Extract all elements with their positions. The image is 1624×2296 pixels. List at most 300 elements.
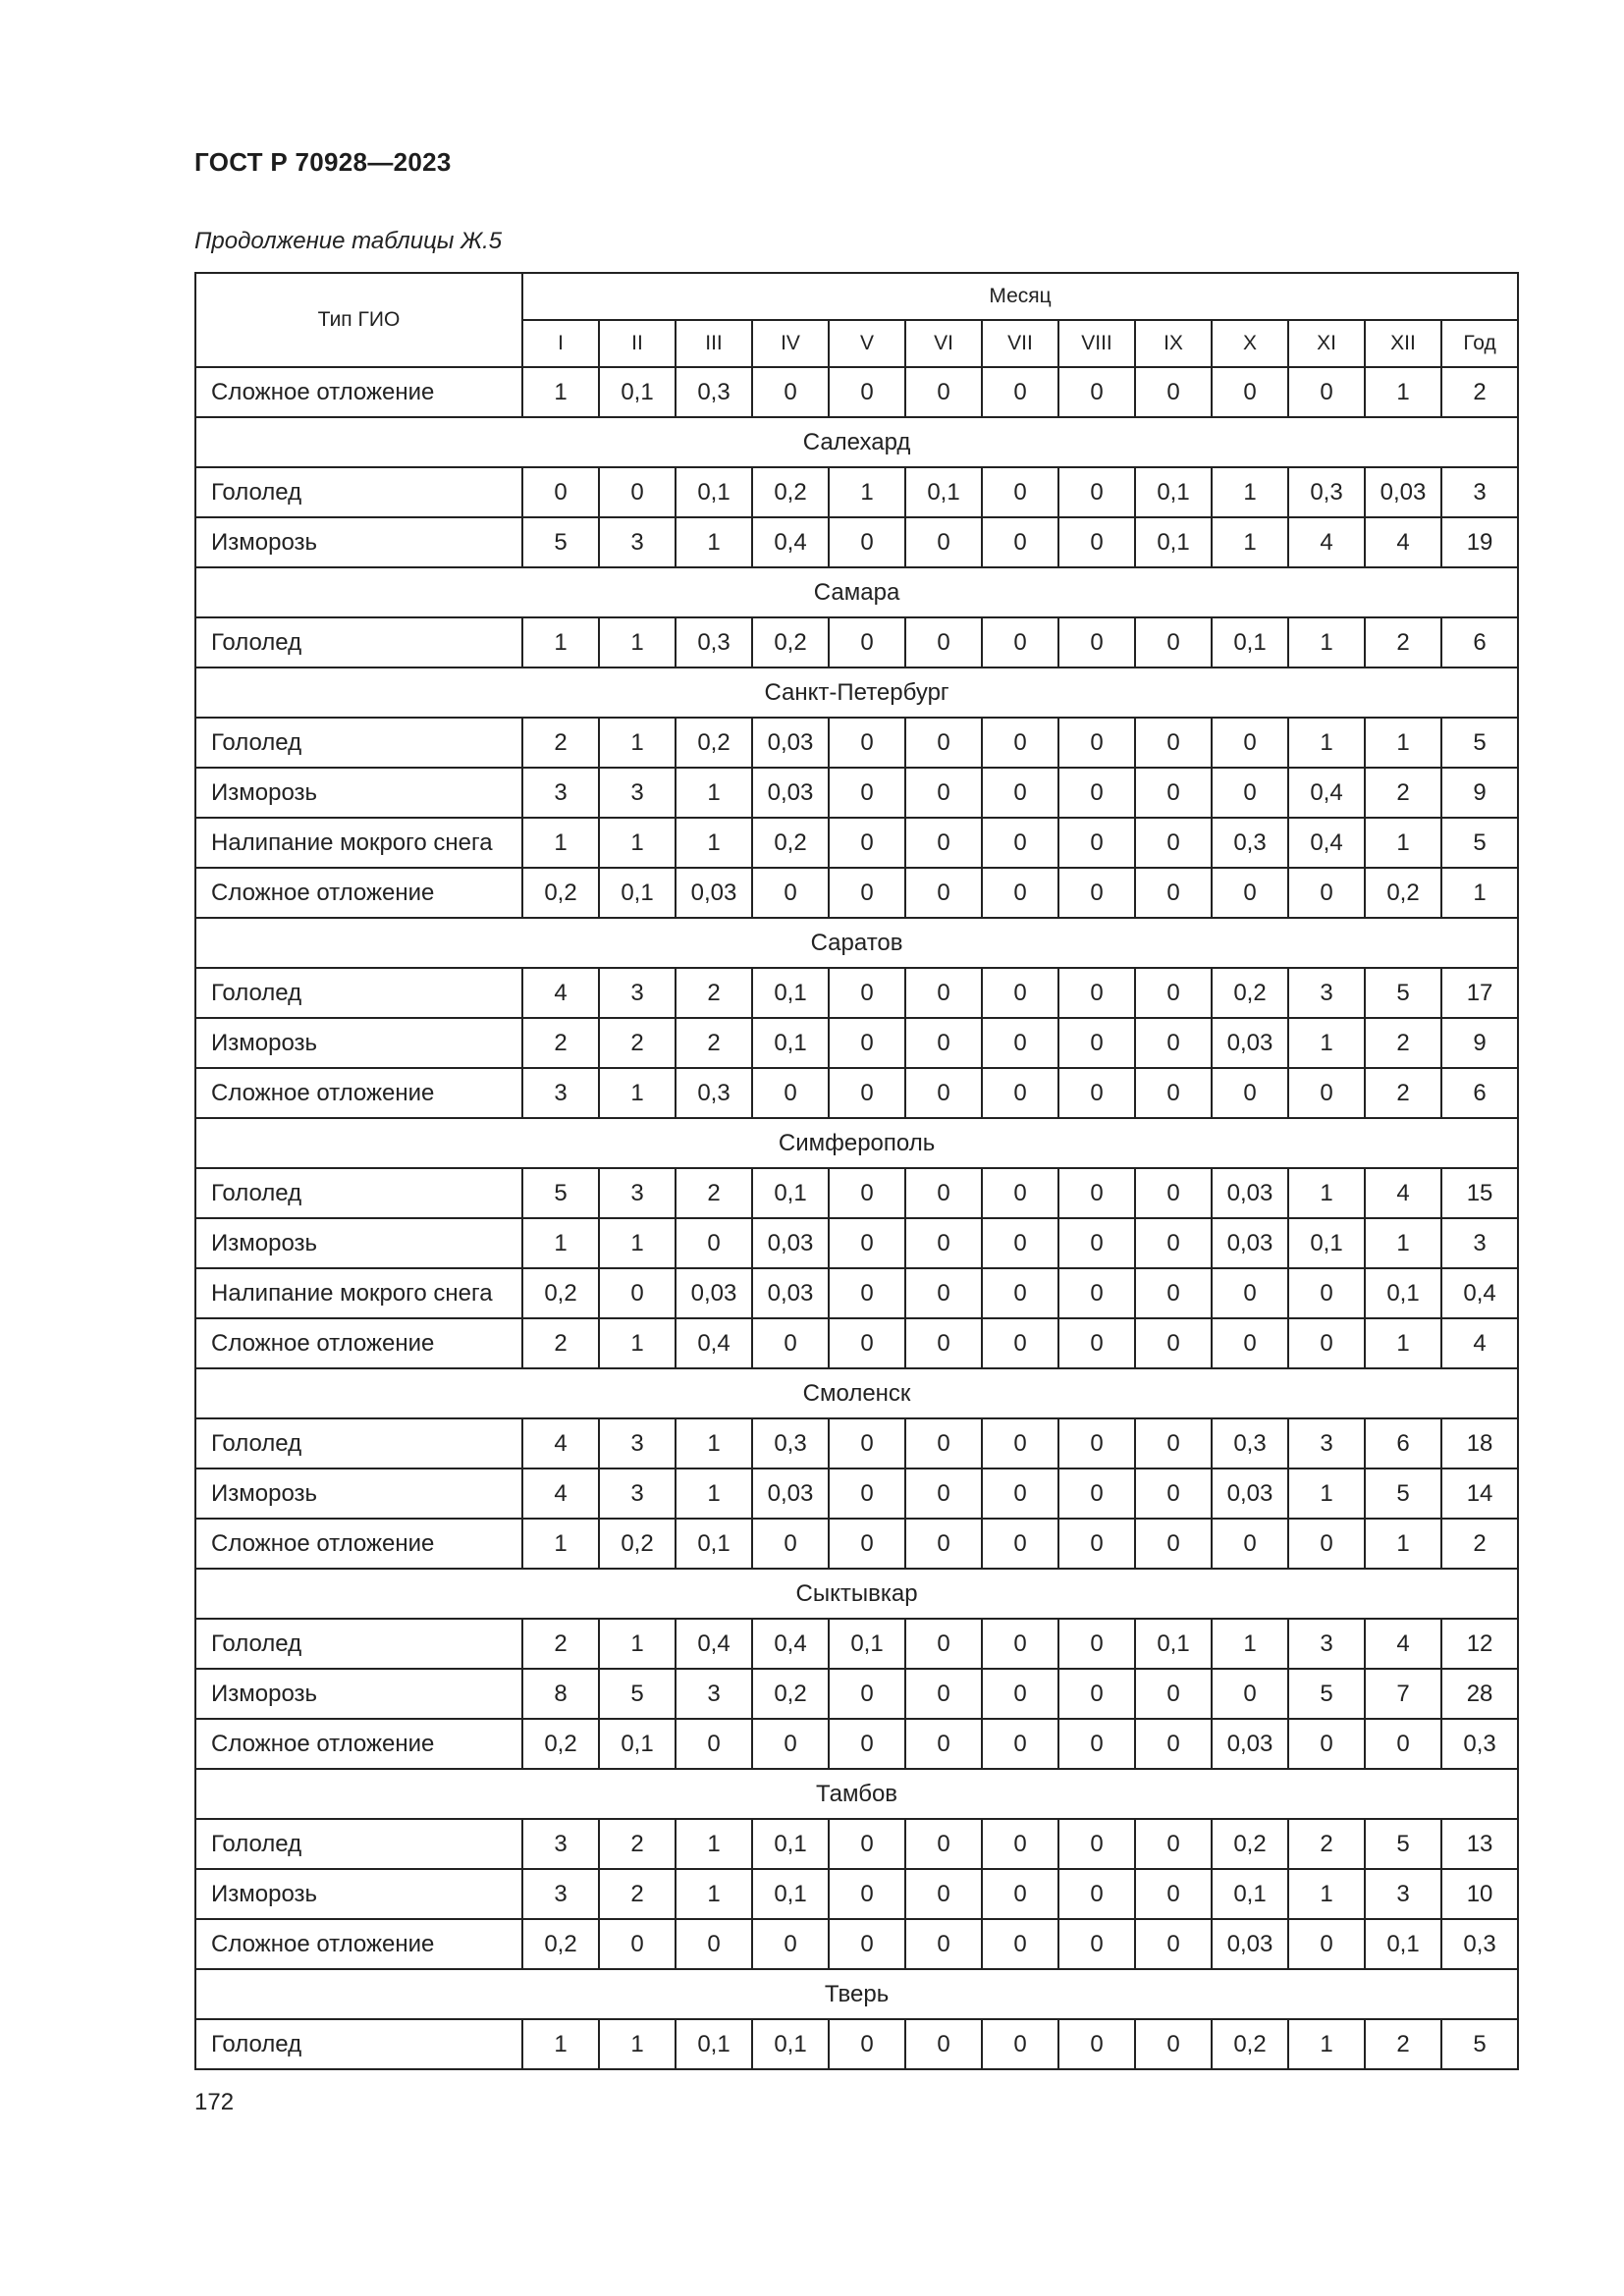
- gio-type-cell: Изморозь: [195, 1869, 522, 1919]
- value-cell: 0: [1058, 968, 1135, 1018]
- value-cell: 0,3: [1212, 818, 1288, 868]
- gio-type-cell: Гололед: [195, 2019, 522, 2069]
- value-cell: 0: [905, 1068, 982, 1118]
- value-cell: 3: [522, 768, 599, 818]
- value-cell: 8: [522, 1669, 599, 1719]
- value-cell: 12: [1441, 1619, 1518, 1669]
- value-cell: 0: [1058, 1819, 1135, 1869]
- value-cell: 0: [752, 1519, 829, 1569]
- value-cell: 3: [1288, 1619, 1365, 1669]
- value-cell: 0: [1058, 1218, 1135, 1268]
- value-cell: 0,4: [676, 1318, 752, 1368]
- value-cell: 14: [1441, 1468, 1518, 1519]
- value-cell: 3: [599, 1418, 676, 1468]
- value-cell: 0,3: [676, 617, 752, 667]
- value-cell: 0: [982, 1168, 1058, 1218]
- value-cell: 1: [676, 818, 752, 868]
- value-cell: 0: [1058, 1669, 1135, 1719]
- table-row: [195, 1819, 1518, 1869]
- value-cell: 0: [982, 1218, 1058, 1268]
- value-cell: 0,2: [599, 1519, 676, 1569]
- value-cell: 0: [829, 1819, 905, 1869]
- value-cell: 1: [1212, 1619, 1288, 1669]
- value-cell: 0: [1058, 1318, 1135, 1368]
- value-cell: 1: [522, 818, 599, 868]
- value-cell: 0: [829, 1418, 905, 1468]
- value-cell: 3: [599, 768, 676, 818]
- value-cell: 0: [982, 1819, 1058, 1869]
- table-row: [195, 1068, 1518, 1118]
- value-cell: 0: [1135, 1519, 1212, 1569]
- value-cell: 0,2: [1365, 868, 1441, 918]
- value-cell: 0: [1288, 1068, 1365, 1118]
- table-row: [195, 1519, 1518, 1569]
- value-cell: 0,4: [1288, 768, 1365, 818]
- value-cell: 0,3: [1441, 1919, 1518, 1969]
- gio-type-cell: Сложное отложение: [195, 1919, 522, 1969]
- value-cell: 1: [599, 718, 676, 768]
- table-row: [195, 1418, 1518, 1468]
- value-cell: 1: [599, 2019, 676, 2069]
- value-cell: 0: [599, 1919, 676, 1969]
- value-cell: 0,2: [752, 818, 829, 868]
- gio-type-cell: Гололед: [195, 718, 522, 768]
- value-cell: 0: [1212, 1318, 1288, 1368]
- value-cell: 0: [982, 1068, 1058, 1118]
- value-cell: 0: [905, 968, 982, 1018]
- city-row: [195, 918, 1518, 968]
- value-cell: 1: [1365, 1218, 1441, 1268]
- value-cell: 0: [1288, 1519, 1365, 1569]
- value-cell: 19: [1441, 517, 1518, 567]
- value-cell: 2: [599, 1869, 676, 1919]
- value-cell: 1: [1288, 2019, 1365, 2069]
- value-cell: 0,2: [522, 1719, 599, 1769]
- value-cell: 17: [1441, 968, 1518, 1018]
- value-cell: 0: [905, 1218, 982, 1268]
- value-cell: 1: [1212, 467, 1288, 517]
- table-row: [195, 1619, 1518, 1669]
- value-cell: 0: [752, 367, 829, 417]
- month-header: IX: [1135, 320, 1212, 367]
- value-cell: 0: [1212, 718, 1288, 768]
- value-cell: 0,2: [522, 1919, 599, 1969]
- value-cell: 1: [522, 1218, 599, 1268]
- value-cell: 6: [1441, 617, 1518, 667]
- value-cell: 2: [1365, 1018, 1441, 1068]
- value-cell: 0,1: [1135, 1619, 1212, 1669]
- table-row: [195, 1719, 1518, 1769]
- value-cell: 0,1: [1212, 1869, 1288, 1919]
- value-cell: 6: [1365, 1418, 1441, 1468]
- value-cell: 0,3: [1288, 467, 1365, 517]
- table-body: [195, 367, 1518, 2069]
- gio-type-cell: Изморозь: [195, 517, 522, 567]
- city-row: [195, 667, 1518, 718]
- value-cell: 0: [982, 1919, 1058, 1969]
- city-row: [195, 417, 1518, 467]
- value-cell: 3: [599, 968, 676, 1018]
- value-cell: 0: [1135, 1218, 1212, 1268]
- value-cell: 1: [522, 617, 599, 667]
- value-cell: 0: [1058, 818, 1135, 868]
- value-cell: 0: [1135, 818, 1212, 868]
- value-cell: 2: [1441, 1519, 1518, 1569]
- city-name: Сыктывкар: [195, 1569, 1518, 1619]
- value-cell: 0: [829, 1268, 905, 1318]
- value-cell: 5: [1288, 1669, 1365, 1719]
- value-cell: 0,03: [752, 768, 829, 818]
- value-cell: 0: [829, 517, 905, 567]
- value-cell: 0: [829, 1468, 905, 1519]
- value-cell: 0: [829, 2019, 905, 2069]
- value-cell: 0,4: [752, 517, 829, 567]
- value-cell: 3: [1288, 968, 1365, 1018]
- value-cell: 0: [829, 1318, 905, 1368]
- value-cell: 0: [1135, 1919, 1212, 1969]
- value-cell: 0: [982, 968, 1058, 1018]
- value-cell: 0: [1365, 1719, 1441, 1769]
- value-cell: 0,2: [1212, 1819, 1288, 1869]
- value-cell: 0: [1288, 1719, 1365, 1769]
- value-cell: 0: [1058, 517, 1135, 567]
- value-cell: 0,1: [676, 467, 752, 517]
- month-header: I: [522, 320, 599, 367]
- value-cell: 0: [1058, 1919, 1135, 1969]
- value-cell: 0: [905, 1869, 982, 1919]
- value-cell: 2: [522, 1619, 599, 1669]
- value-cell: 0,03: [1212, 1018, 1288, 1068]
- value-cell: 0,3: [1441, 1719, 1518, 1769]
- value-cell: 0: [829, 1018, 905, 1068]
- table-row: [195, 1168, 1518, 1218]
- value-cell: 4: [522, 1418, 599, 1468]
- city-name: Тамбов: [195, 1769, 1518, 1819]
- table-row: [195, 1218, 1518, 1268]
- value-cell: 0: [1212, 1268, 1288, 1318]
- value-cell: 0: [1058, 718, 1135, 768]
- value-cell: 3: [522, 1068, 599, 1118]
- value-cell: 0,1: [1288, 1218, 1365, 1268]
- value-cell: 0: [1135, 1018, 1212, 1068]
- value-cell: 1: [829, 467, 905, 517]
- table-row: [195, 367, 1518, 417]
- table-row: [195, 818, 1518, 868]
- value-cell: 0: [829, 1218, 905, 1268]
- table-row: [195, 1268, 1518, 1318]
- value-cell: 0,03: [676, 868, 752, 918]
- month-header: VI: [905, 320, 982, 367]
- value-cell: 4: [522, 968, 599, 1018]
- month-header: V: [829, 320, 905, 367]
- value-cell: 0: [1135, 367, 1212, 417]
- value-cell: 0,1: [1135, 517, 1212, 567]
- value-cell: 2: [522, 718, 599, 768]
- value-cell: 3: [676, 1669, 752, 1719]
- value-cell: 0: [905, 818, 982, 868]
- table-row: [195, 768, 1518, 818]
- month-header: Год: [1441, 320, 1518, 367]
- value-cell: 1: [1365, 1519, 1441, 1569]
- value-cell: 0: [1135, 1819, 1212, 1869]
- value-cell: 0,03: [752, 1468, 829, 1519]
- value-cell: 0: [676, 1218, 752, 1268]
- value-cell: 1: [1212, 517, 1288, 567]
- value-cell: 0,2: [752, 1669, 829, 1719]
- value-cell: 1: [599, 1068, 676, 1118]
- value-cell: 1: [1365, 1318, 1441, 1368]
- value-cell: 0: [905, 1719, 982, 1769]
- value-cell: 13: [1441, 1819, 1518, 1869]
- value-cell: 0,1: [599, 367, 676, 417]
- city-name: Санкт-Петербург: [195, 667, 1518, 718]
- value-cell: 0: [982, 718, 1058, 768]
- city-row: [195, 1769, 1518, 1819]
- value-cell: 4: [1365, 517, 1441, 567]
- city-name: Салехард: [195, 417, 1518, 467]
- value-cell: 9: [1441, 1018, 1518, 1068]
- value-cell: 2: [676, 1168, 752, 1218]
- value-cell: 0: [1058, 617, 1135, 667]
- value-cell: 0: [905, 1468, 982, 1519]
- value-cell: 0: [982, 467, 1058, 517]
- table-row: [195, 968, 1518, 1018]
- gio-type-cell: Налипание мокрого снега: [195, 1268, 522, 1318]
- value-cell: 0: [829, 1869, 905, 1919]
- gio-type-cell: Сложное отложение: [195, 1719, 522, 1769]
- value-cell: 0: [1058, 868, 1135, 918]
- value-cell: 0,2: [1212, 968, 1288, 1018]
- value-cell: 0: [829, 1919, 905, 1969]
- value-cell: 6: [1441, 1068, 1518, 1118]
- gio-type-cell: Сложное отложение: [195, 868, 522, 918]
- value-cell: 3: [1365, 1869, 1441, 1919]
- value-cell: 0: [1058, 1468, 1135, 1519]
- value-cell: 0: [982, 1669, 1058, 1719]
- value-cell: 0: [905, 1268, 982, 1318]
- value-cell: 0,2: [752, 467, 829, 517]
- value-cell: 0: [1135, 1418, 1212, 1468]
- value-cell: 0: [1058, 1519, 1135, 1569]
- value-cell: 0: [905, 768, 982, 818]
- value-cell: 0: [1135, 1468, 1212, 1519]
- value-cell: 0: [1135, 1719, 1212, 1769]
- value-cell: 0: [1058, 1068, 1135, 1118]
- value-cell: 0,1: [752, 1018, 829, 1068]
- gio-type-cell: Изморозь: [195, 1218, 522, 1268]
- value-cell: 0: [905, 1418, 982, 1468]
- value-cell: 1: [1288, 1468, 1365, 1519]
- gio-type-cell: Сложное отложение: [195, 1068, 522, 1118]
- city-name: Симферополь: [195, 1118, 1518, 1168]
- value-cell: 3: [599, 1468, 676, 1519]
- value-cell: 0: [1135, 968, 1212, 1018]
- city-row: [195, 1368, 1518, 1418]
- city-name: Саратов: [195, 918, 1518, 968]
- month-header: IV: [752, 320, 829, 367]
- value-cell: 0: [982, 617, 1058, 667]
- gio-type-cell: Сложное отложение: [195, 1318, 522, 1368]
- value-cell: 3: [522, 1869, 599, 1919]
- value-cell: 0: [599, 1268, 676, 1318]
- gio-type-cell: Гололед: [195, 1819, 522, 1869]
- value-cell: 1: [676, 768, 752, 818]
- value-cell: 0,1: [829, 1619, 905, 1669]
- table-row: [195, 1018, 1518, 1068]
- value-cell: 0: [1058, 1619, 1135, 1669]
- table-row: [195, 1669, 1518, 1719]
- value-cell: 1: [676, 1869, 752, 1919]
- value-cell: 0: [905, 868, 982, 918]
- value-cell: 0,03: [752, 1268, 829, 1318]
- value-cell: 5: [599, 1669, 676, 1719]
- value-cell: 0,3: [752, 1418, 829, 1468]
- table-row: [195, 1318, 1518, 1368]
- value-cell: 0,1: [752, 968, 829, 1018]
- value-cell: 4: [1365, 1168, 1441, 1218]
- value-cell: 0: [1135, 1318, 1212, 1368]
- value-cell: 0,03: [1212, 1468, 1288, 1519]
- value-cell: 0: [829, 1168, 905, 1218]
- city-row: [195, 567, 1518, 617]
- value-cell: 2: [599, 1819, 676, 1869]
- value-cell: 0,1: [676, 2019, 752, 2069]
- gio-type-cell: Гололед: [195, 1619, 522, 1669]
- value-cell: 0: [1058, 2019, 1135, 2069]
- value-cell: 0,1: [1365, 1919, 1441, 1969]
- value-cell: 0,1: [1365, 1268, 1441, 1318]
- value-cell: 0: [1135, 1068, 1212, 1118]
- value-cell: 1: [522, 367, 599, 417]
- value-cell: 0: [829, 1068, 905, 1118]
- value-cell: 0: [905, 1018, 982, 1068]
- value-cell: 0: [905, 2019, 982, 2069]
- value-cell: 0: [1058, 1268, 1135, 1318]
- value-cell: 0: [1212, 768, 1288, 818]
- value-cell: 3: [522, 1819, 599, 1869]
- value-cell: 5: [1441, 818, 1518, 868]
- value-cell: 0: [982, 2019, 1058, 2069]
- gio-type-cell: Гололед: [195, 1418, 522, 1468]
- value-cell: 0,03: [1212, 1719, 1288, 1769]
- value-cell: 0: [1288, 1919, 1365, 1969]
- value-cell: 5: [1365, 968, 1441, 1018]
- value-cell: 0: [1212, 367, 1288, 417]
- value-cell: 1: [1288, 718, 1365, 768]
- value-cell: 0: [1135, 1268, 1212, 1318]
- value-cell: 0,03: [1212, 1218, 1288, 1268]
- value-cell: 0: [982, 818, 1058, 868]
- city-row: [195, 1569, 1518, 1619]
- value-cell: 1: [599, 1619, 676, 1669]
- gio-type-cell: Гололед: [195, 1168, 522, 1218]
- value-cell: 0: [1212, 1068, 1288, 1118]
- value-cell: 1: [676, 517, 752, 567]
- value-cell: 5: [1365, 1819, 1441, 1869]
- month-header: XI: [1288, 320, 1365, 367]
- data-table: [194, 272, 1519, 2070]
- value-cell: 0: [752, 868, 829, 918]
- value-cell: 1: [1288, 1869, 1365, 1919]
- value-cell: 0: [1212, 868, 1288, 918]
- value-cell: 4: [1288, 517, 1365, 567]
- value-cell: 0: [829, 617, 905, 667]
- value-cell: 0: [752, 1068, 829, 1118]
- value-cell: 0,2: [522, 868, 599, 918]
- value-cell: 1: [599, 617, 676, 667]
- value-cell: 0,2: [752, 617, 829, 667]
- value-cell: 3: [1288, 1418, 1365, 1468]
- value-cell: 0: [1058, 1018, 1135, 1068]
- value-cell: 15: [1441, 1168, 1518, 1218]
- value-cell: 0: [905, 1619, 982, 1669]
- value-cell: 0: [905, 617, 982, 667]
- month-header: II: [599, 320, 676, 367]
- value-cell: 0: [1288, 868, 1365, 918]
- value-cell: 1: [1288, 1168, 1365, 1218]
- value-cell: 0: [905, 718, 982, 768]
- value-cell: 1: [676, 1418, 752, 1468]
- value-cell: 7: [1365, 1669, 1441, 1719]
- value-cell: 0: [905, 1318, 982, 1368]
- gio-type-cell: Налипание мокрого снега: [195, 818, 522, 868]
- value-cell: 0,1: [752, 2019, 829, 2069]
- value-cell: 0: [1288, 1268, 1365, 1318]
- value-cell: 1: [1441, 868, 1518, 918]
- table-row: [195, 1919, 1518, 1969]
- value-cell: 2: [1365, 1068, 1441, 1118]
- value-cell: 0: [982, 1418, 1058, 1468]
- value-cell: 0: [982, 1869, 1058, 1919]
- value-cell: 5: [1441, 2019, 1518, 2069]
- value-cell: 0,03: [752, 718, 829, 768]
- value-cell: 0: [829, 968, 905, 1018]
- value-cell: 0: [1135, 1168, 1212, 1218]
- value-cell: 0: [982, 1519, 1058, 1569]
- value-cell: 2: [522, 1318, 599, 1368]
- value-cell: 2: [1365, 2019, 1441, 2069]
- value-cell: 0: [982, 517, 1058, 567]
- value-cell: 0: [982, 1318, 1058, 1368]
- month-header: X: [1212, 320, 1288, 367]
- column-header-type: Тип ГИО: [195, 273, 522, 367]
- table-row: [195, 617, 1518, 667]
- value-cell: 1: [1288, 1018, 1365, 1068]
- gio-type-cell: Изморозь: [195, 1468, 522, 1519]
- value-cell: 0: [982, 1619, 1058, 1669]
- document-title: ГОСТ Р 70928—2023: [194, 147, 452, 177]
- gio-type-cell: Изморозь: [195, 1669, 522, 1719]
- value-cell: 0: [829, 818, 905, 868]
- value-cell: 0: [905, 1519, 982, 1569]
- value-cell: 1: [676, 1468, 752, 1519]
- value-cell: 4: [1441, 1318, 1518, 1368]
- value-cell: 0: [1212, 1669, 1288, 1719]
- value-cell: 0: [905, 1919, 982, 1969]
- value-cell: 10: [1441, 1869, 1518, 1919]
- value-cell: 0: [599, 467, 676, 517]
- value-cell: 0: [1058, 467, 1135, 517]
- table-row: [195, 1468, 1518, 1519]
- month-header: VIII: [1058, 320, 1135, 367]
- value-cell: 1: [1365, 818, 1441, 868]
- value-cell: 0: [1212, 1519, 1288, 1569]
- gio-type-cell: Гололед: [195, 968, 522, 1018]
- value-cell: 5: [522, 517, 599, 567]
- value-cell: 0: [829, 768, 905, 818]
- value-cell: 18: [1441, 1418, 1518, 1468]
- value-cell: 4: [522, 1468, 599, 1519]
